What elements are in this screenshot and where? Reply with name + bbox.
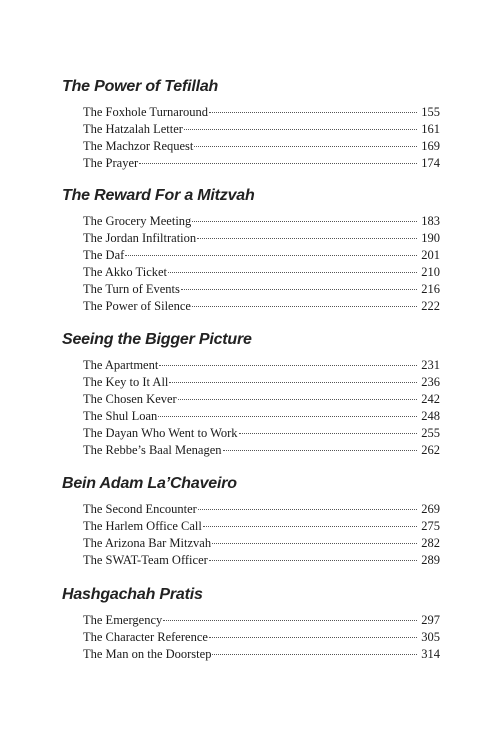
page-number: 305 xyxy=(421,630,440,644)
page-number: 216 xyxy=(421,282,440,296)
page-number: 236 xyxy=(421,375,440,389)
dot-leader xyxy=(209,112,417,113)
entry-list xyxy=(83,501,440,569)
page-number: 174 xyxy=(421,156,440,170)
page-number: 248 xyxy=(421,409,440,423)
toc-entry xyxy=(83,535,440,552)
entry-title: The Turn of Events xyxy=(83,282,180,296)
toc-entry xyxy=(83,298,440,315)
section-title: The Reward For a Mitzvah xyxy=(62,187,255,204)
entry-title: The Jordan Infiltration xyxy=(83,231,197,245)
toc-entry xyxy=(83,357,440,374)
dot-leader xyxy=(181,289,417,290)
dot-leader xyxy=(198,509,417,510)
toc-section-bigger-picture xyxy=(62,330,440,459)
page-number: 297 xyxy=(421,613,440,627)
page-number: 183 xyxy=(421,214,440,228)
entry-title: The Character Reference xyxy=(83,630,208,644)
dot-leader xyxy=(212,543,417,544)
toc-entry xyxy=(83,138,440,155)
entry-title: The Apartment xyxy=(83,358,159,372)
entry-list xyxy=(83,213,440,315)
toc-entry xyxy=(83,629,440,646)
toc-section-hashgachah xyxy=(62,585,440,663)
entry-title: The SWAT-Team Officer xyxy=(83,553,208,567)
toc-entry xyxy=(83,552,440,569)
page-number: 222 xyxy=(421,299,440,313)
entry-title: The Grocery Meeting xyxy=(83,214,192,228)
dot-leader xyxy=(192,306,417,307)
toc-entry xyxy=(83,155,440,172)
toc-entry xyxy=(83,442,440,459)
toc-entry xyxy=(83,501,440,518)
entry-title: The Foxhole Turnaround xyxy=(83,105,208,119)
entry-list xyxy=(83,357,440,459)
dot-leader xyxy=(209,560,417,561)
page-number: 289 xyxy=(421,553,440,567)
dot-leader xyxy=(178,399,417,400)
entry-title: The Akko Ticket xyxy=(83,265,168,279)
section-title: The Power of Tefillah xyxy=(62,78,219,95)
page-number: 282 xyxy=(421,536,440,550)
page-number: 242 xyxy=(421,392,440,406)
section-title: Bein Adam La’Chaveiro xyxy=(62,475,237,492)
entry-title: The Power of Silence xyxy=(83,299,191,313)
entry-title: The Arizona Bar Mitzvah xyxy=(83,536,212,550)
entry-list xyxy=(83,612,440,663)
entry-title: The Hatzalah Letter xyxy=(83,122,183,136)
page-number: 231 xyxy=(421,358,440,372)
page-number: 269 xyxy=(421,502,440,516)
toc-entry xyxy=(83,425,440,442)
toc-entry xyxy=(83,408,440,425)
toc-entry xyxy=(83,264,440,281)
entry-title: The Shul Loan xyxy=(83,409,158,423)
section-title: Seeing the Bigger Picture xyxy=(62,331,252,348)
section-title: Hashgachah Pratis xyxy=(62,586,203,603)
dot-leader xyxy=(158,416,417,417)
toc-entry xyxy=(83,230,440,247)
dot-leader xyxy=(125,255,417,256)
page-number: 190 xyxy=(421,231,440,245)
dot-leader xyxy=(168,272,417,273)
toc-entry xyxy=(83,374,440,391)
dot-leader xyxy=(197,238,417,239)
dot-leader xyxy=(192,221,417,222)
dot-leader xyxy=(223,450,418,451)
dot-leader xyxy=(159,365,417,366)
dot-leader xyxy=(169,382,417,383)
entry-list xyxy=(83,104,440,172)
toc-section-bein-adam xyxy=(62,474,440,569)
page-number: 169 xyxy=(421,139,440,153)
entry-title: The Emergency xyxy=(83,613,163,627)
toc-entry xyxy=(83,213,440,230)
page-number: 255 xyxy=(421,426,440,440)
entry-title: The Daf xyxy=(83,248,125,262)
toc-entry xyxy=(83,391,440,408)
toc-entry xyxy=(83,121,440,138)
page-number: 161 xyxy=(421,122,440,136)
toc-entry xyxy=(83,281,440,298)
dot-leader xyxy=(203,526,417,527)
entry-title: The Man on the Doorstep xyxy=(83,647,212,661)
entry-title: The Rebbe’s Baal Menagen xyxy=(83,443,222,457)
entry-title: The Key to It All xyxy=(83,375,169,389)
entry-title: The Chosen Kever xyxy=(83,392,177,406)
page-number: 201 xyxy=(421,248,440,262)
toc-entry xyxy=(83,247,440,264)
page-number: 210 xyxy=(421,265,440,279)
dot-leader xyxy=(239,433,417,434)
page-number: 155 xyxy=(421,105,440,119)
page-number: 314 xyxy=(421,647,440,661)
entry-title: The Prayer xyxy=(83,156,139,170)
entry-title: The Dayan Who Went to Work xyxy=(83,426,238,440)
dot-leader xyxy=(163,620,417,621)
toc-entry xyxy=(83,646,440,663)
dot-leader xyxy=(212,654,417,655)
toc-section-mitzvah xyxy=(62,186,440,315)
entry-title: The Harlem Office Call xyxy=(83,519,202,533)
dot-leader xyxy=(184,129,417,130)
toc-section-tefillah xyxy=(62,77,440,172)
entry-title: The Machzor Request xyxy=(83,139,194,153)
table-of-contents xyxy=(62,77,440,663)
toc-entry xyxy=(83,518,440,535)
dot-leader xyxy=(139,163,417,164)
toc-entry xyxy=(83,104,440,121)
page-number: 275 xyxy=(421,519,440,533)
page-number: 262 xyxy=(421,443,440,457)
dot-leader xyxy=(209,637,417,638)
entry-title: The Second Encounter xyxy=(83,502,197,516)
toc-entry xyxy=(83,612,440,629)
dot-leader xyxy=(194,146,417,147)
